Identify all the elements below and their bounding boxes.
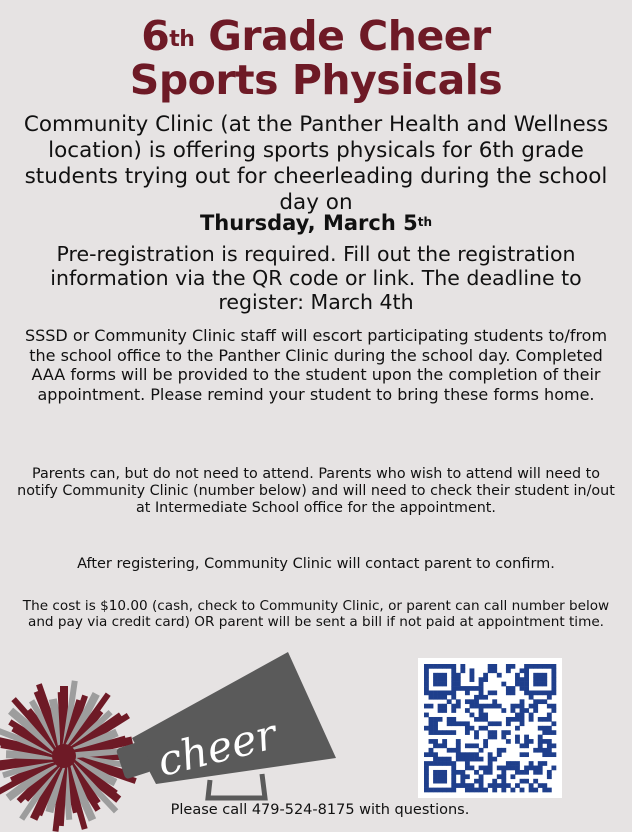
megaphone-icon — [100, 646, 340, 806]
title-line-2: Sports Physicals — [129, 56, 503, 104]
escort-text: SSSD or Community Clinic staff will escort participating students to/from the school office to the Panther Clinic during the school day. Completed AAA forms will be provided to the student upon the completion of their appointment. Please remind your student to bring these forms home. — [24, 326, 608, 404]
intro-text: Community Clinic (at the Panther Health and Wellness location) is offering sports physicals for 6th grade students trying out for cheerleading during the school day on — [23, 112, 609, 215]
event-date: Thursday, March 5th — [199, 211, 432, 235]
qr-code[interactable] — [418, 658, 562, 798]
preregistration-text: Pre-registration is required. Fill out the registration information via the QR code or link. The deadline to register: March 4th — [50, 242, 582, 314]
megaphone-text: cheer — [152, 709, 282, 786]
cost-text: The cost is $10.00 (cash, check to Community Clinic, or parent can call number below and pay via credit card) OR parent will be sent a bill if not paid at appointment time. — [22, 598, 610, 630]
after-registering-text: After registering, Community Clinic will contact parent to confirm. — [77, 556, 555, 572]
parents-text: Parents can, but do not need to attend. Parents who wish to attend will need to notify Community Clinic (number below) and will need to check their student in/out at Intermediate School office for the appointment. — [17, 466, 615, 516]
title-line-1: 6th Grade Cheer — [141, 12, 491, 60]
contact-footer: Please call 479-524-8175 with questions. — [170, 802, 470, 818]
